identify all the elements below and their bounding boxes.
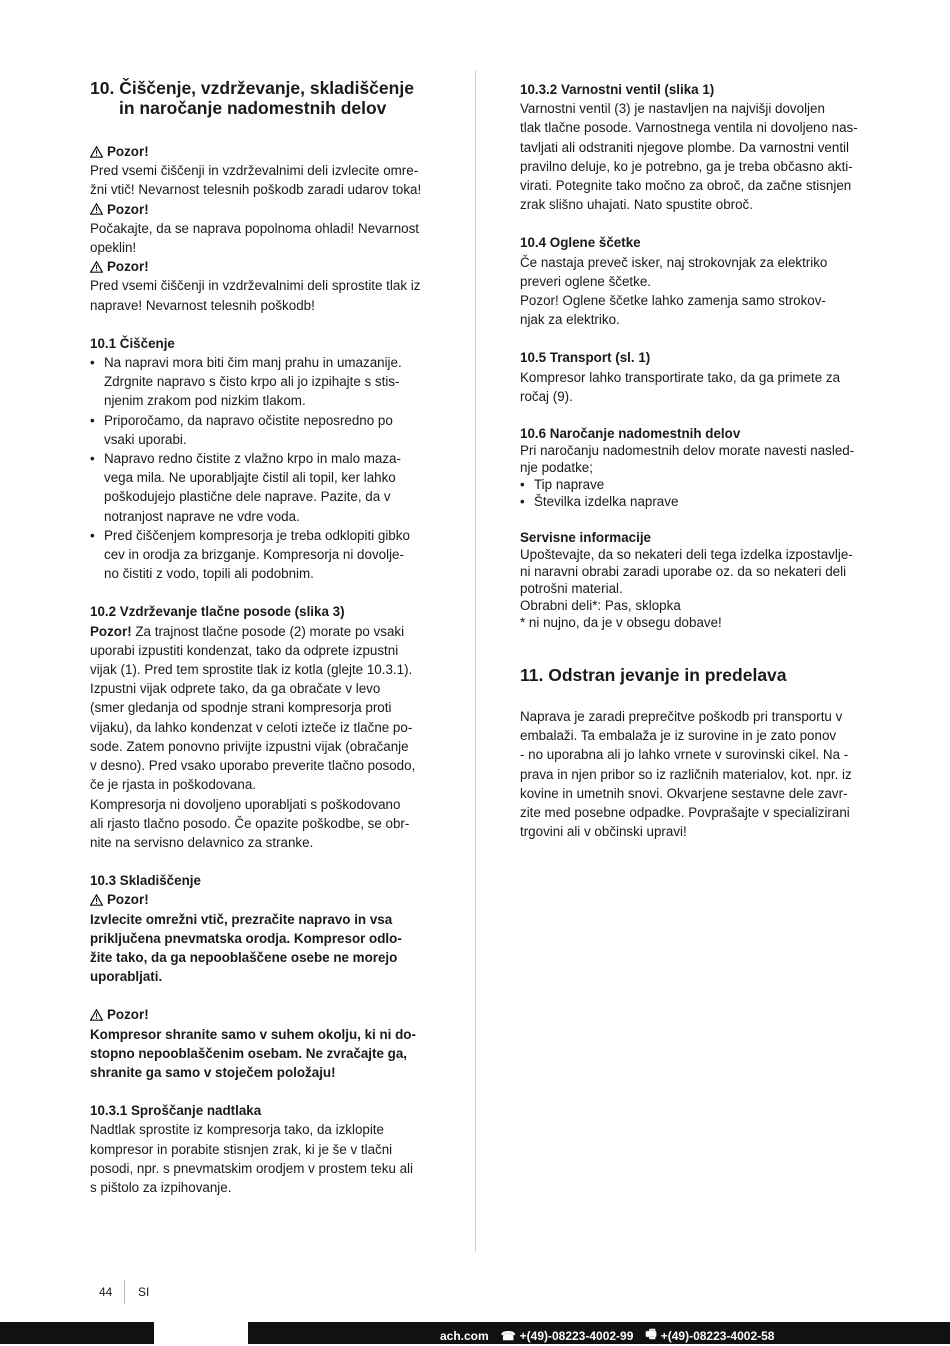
warning-triangle-icon <box>90 1009 103 1021</box>
list-item: • Številka izdelka naprave <box>520 493 860 510</box>
left-column <box>90 78 432 1197</box>
warning-label: Pozor! <box>107 144 149 159</box>
language-code: SI <box>138 1285 150 1299</box>
website-link[interactable]: ach.com <box>440 1328 489 1343</box>
warning-text: Počakajte, da se naprava popolnoma ohladi! Nevarnost opeklin! <box>90 220 420 256</box>
section-10-4-text: Če nastaja preveč isker, naj strokovnjak za elektriko preveri oglene ščetke. Pozor! Oglene ščetke lahko zamenja samo strokov- njak za elektriko. <box>520 254 828 328</box>
footer-divider <box>124 1280 125 1304</box>
section-10-title <box>90 78 432 118</box>
warning-label: Pozor! <box>107 259 149 275</box>
list-item: • Priporočamo, da napravo očistite neposredno po vsaki uporabi. <box>90 411 432 449</box>
section-10-3-2-title: 10.3.2 Varnostni ventil (slika 1) <box>520 82 715 97</box>
footer-bar-left <box>0 1322 154 1344</box>
warning-2 <box>90 200 432 219</box>
warning-3 <box>90 257 432 276</box>
section-11-text: Naprava je zaradi preprečitve poškodb pri transportu v embalaži. Ta embalaža je iz surovine in je zato ponov - no uporabna ali jo lahko vrnete v surovinski cikel. Na - prava in njen pribor so iz različnih materialov, kot. npr. iz kovine in umetnih snovi. Okvarjene sestavne dele zavr- zite med posebne odpadke. Povprašajte v specializirani trgovini ali v občinski upravi! <box>520 709 852 840</box>
warning-text: Kompresor shranite samo v suhem okolju, ki ni do- stopno nepooblaščenim osebam. Ne zvračajte ga, shranite ga samo v stoječem položaju! <box>90 1026 416 1080</box>
warning-storage-2 <box>90 1005 432 1024</box>
title-line-1: 10. Čiščenje, vzdrževanje, skladiščenje <box>90 78 414 98</box>
section-10-6-title: 10.6 Naročanje nadomestnih delov <box>520 426 741 442</box>
section-10-3-2-text: Varnostni ventil (3) je nastavljen na najvišji dovoljen tlak tlačne posode. Varnostnega ventila ni dovoljeno nas- tavljati ali odstraniti njegove plombe. Da varnostni ventil pravilno deluje, ko je potrebno, ga je treba občasno akti- virati. Potegnite tako močno za obroč, da začne stisnjen zrak slišno uhajati. Nato spustite obroč. <box>520 101 858 213</box>
section-10-3-1-text: Nadtlak sprostite iz kompresorja tako, da izklopite kompresor in porabite stisnjen zrak, ki je še v tlačni posodi, npr. s pnevmatskim orodjem v prostem teku ali s pištolo za izpihovanje. <box>90 1122 414 1195</box>
warning-1 <box>90 142 432 161</box>
warning-text: Pred vsemi čiščenji in vzdrževalnimi deli sprostite tlak iz naprave! Nevarnost telesnih poškodb! <box>90 278 421 313</box>
warning-triangle-icon <box>90 261 103 273</box>
section-10-2-text: Pozor! Za trajnost tlačne posode (2) morate po vsaki uporabi izpustiti kondenzat, tako da odprete izpustni vijak (1). Pred tem sprostite tlak iz kotla (glejte 10.3.1). Izpustni vijak odprete tako, da ga obračate v levo (smer gledanja od spodnje strani kompresorja proti vijaku), da lahko kondenzat v celoti izteče iz tlačne po- sode. Zatem ponovno privijte izpustni vijak (obračanje v desno). Pred vsako uporabo preverite tlačno posodo, če je rjasta in poškodovana. Kompresorja ni dovoljeno uporabljati s poškodovano ali rjasto tlačno posodo. Če opazite poškodbe, se obr- nite na servisno delavnico za stranke. <box>90 623 416 850</box>
section-11-title: 11. Odstran jevanje in predelava <box>520 665 787 686</box>
service-info-title: Servisne informacije <box>520 530 651 546</box>
fax-number: +(49)-08223-4002-58 <box>660 1328 775 1343</box>
column-divider <box>475 70 476 1252</box>
warning-storage-1 <box>90 890 432 909</box>
section-10-4-title: 10.4 Oglene ščetke <box>520 235 641 251</box>
warning-triangle-icon <box>90 146 103 158</box>
cleaning-list <box>90 353 432 583</box>
section-10-5-text: Kompresor lahko transportirate tako, da ga primete za ročaj (9). <box>520 369 841 404</box>
footer-bar <box>248 1322 950 1344</box>
phone-number: +(49)-08223-4002-99 <box>519 1328 634 1343</box>
right-column <box>520 80 860 841</box>
section-10-5-title: 10.5 Transport (sl. 1) <box>520 350 651 366</box>
list-item: • Pred čiščenjem kompresorja je treba odklopiti gibko cev in orodja za brizganje. Kompresorja ni dovolje- no čistiti z vodo, topili ali podobnim. <box>90 526 432 584</box>
phone-icon: ☎ <box>500 1328 516 1343</box>
section-10-3-1-title: 10.3.1 Sproščanje nadtlaka <box>90 1103 262 1119</box>
section-10-1-title: 10.1 Čiščenje <box>90 335 175 351</box>
page-number: 44 <box>99 1285 113 1299</box>
section-10-2-title: 10.2 Vzdrževanje tlačne posode (slika 3) <box>90 604 345 620</box>
warning-label: Pozor! <box>107 201 149 217</box>
service-info-text: Upoštevajte, da so nekateri deli tega izdelka izpostavlje- ni naravni obrabi zaradi uporabe oz. da so nekateri deli potrošni material. Obrabni deli*: Pas, sklopka * ni nujno, da je v obsegu dobave! <box>520 547 853 631</box>
warning-label: Pozor! <box>107 1007 149 1023</box>
list-item: • Tip naprave <box>520 476 860 493</box>
warning-triangle-icon <box>90 203 103 215</box>
section-10-6-text: Pri naročanju nadomestnih delov morate navesti nasled- nje podatke; <box>520 443 855 476</box>
section-10-3-title: 10.3 Skladiščenje <box>90 873 201 889</box>
warning-triangle-icon <box>90 894 103 906</box>
spare-parts-list <box>520 476 860 510</box>
warning-text: Pred vsemi čiščenji in vzdrževalnimi deli izvlecite omre- žni vtič! Nevarnost telesnih poškodb zaradi udarov toka! <box>90 163 422 198</box>
list-item: • Napravo redno čistite z vlažno krpo in malo maza- vega mila. Ne uporabljajte čistil ali topil, ker lahko poškodujejo plastične dele naprave. Pazite, da v notranjost naprave ne vdre voda. <box>90 449 432 526</box>
warning-label: Pozor! <box>107 892 149 908</box>
warning-text: Izvlecite omrežni vtič, prezračite napravo in vsa priključena pnevmatska orodja. Kompresor odlo- žite tako, da ga nepooblaščene osebe ne morejo uporabljati. <box>90 911 402 985</box>
title-line-2: in naročanje nadomestnih delov <box>119 98 387 118</box>
list-item: • Na napravi mora biti čim manj prahu in umazanije. Zdrgnite napravo s čisto krpo ali jo izpihajte s stis- njenim zrakom pod nizkim tlakom. <box>90 353 432 411</box>
fax-icon: 🖷 <box>645 1327 657 1341</box>
